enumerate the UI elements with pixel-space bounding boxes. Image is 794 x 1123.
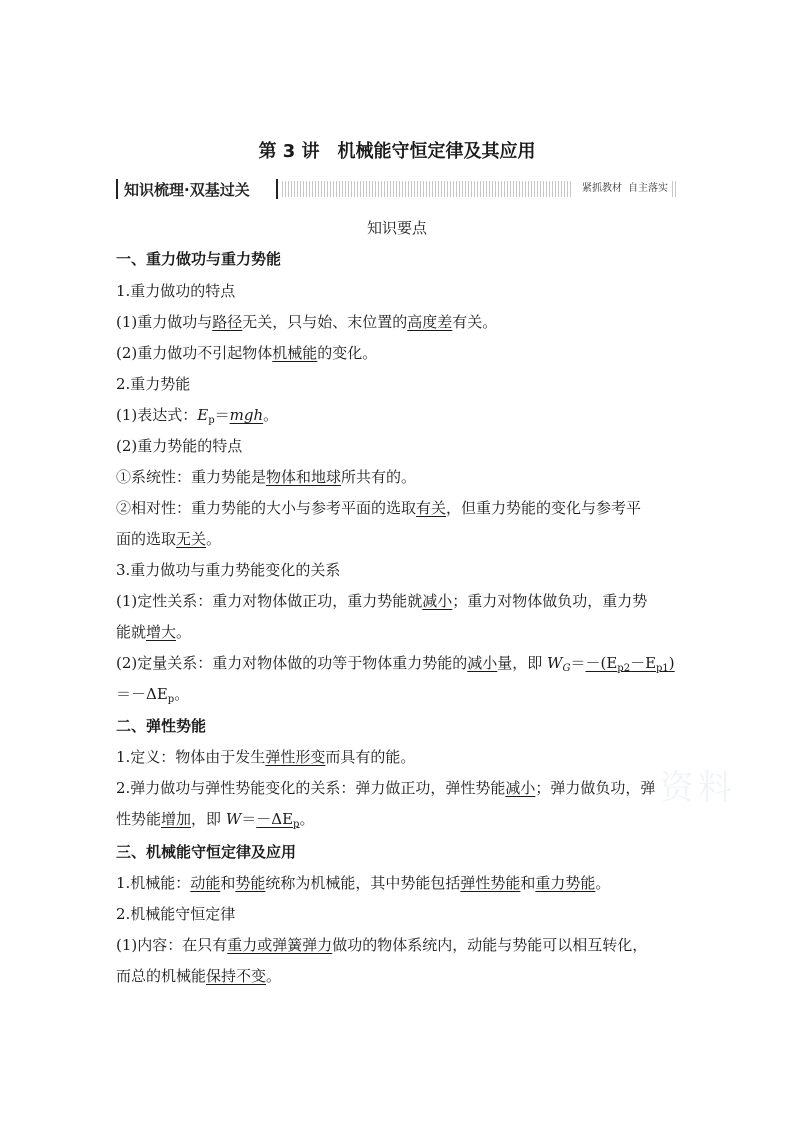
section-banner [116,178,678,200]
banner-label: 知识梳理·双基过关 [124,181,250,199]
banner-tag: 紧抓教材 自主落实 [572,181,672,197]
paragraph: (2)重力做功不引起物体机械能的变化。 [116,344,378,362]
banner-divider [116,179,118,199]
paragraph: 2.弹力做功与弹性势能变化的关系：弹力做正功，弹性势能减小；弹力做负功，弹 [116,779,656,797]
paragraph: (1)重力做功与路径无关，只与始、末位置的高度差有关。 [116,313,498,331]
section-heading: 三、机械能守恒定律及应用 [116,843,297,861]
banner-divider [276,179,278,199]
knowledge-points-heading: 知识要点 [366,219,427,237]
paragraph: ①系统性：重力势能是物体和地球所共有的。 [116,468,417,486]
paragraph: 1.重力做功的特点 [116,282,236,300]
section-heading: 一、重力做功与重力势能 [116,250,282,268]
section-heading: 二、弹性势能 [116,717,207,735]
paragraph: 3.重力做功与重力势能变化的关系 [116,561,341,579]
formula-line: (2)定量关系：重力对物体做的功等于物体重力势能的减小量，即 $W_G=-(E_{p2}-E_{p1})$ [116,654,675,674]
paragraph: 2.重力势能 [116,375,191,393]
lecture-title: 第 3 讲 机械能守恒定律及其应用 [258,141,536,162]
paragraph: 能就增大。 [116,623,192,641]
watermark: 资料 [660,768,736,808]
paragraph: 面的选取无关。 [116,530,222,548]
formula-line: $=-\Delta E_p$。 [116,685,190,705]
formula-line: 性势能增加，即 $W=-\Delta E_p$。 [116,810,315,830]
paragraph: (1)内容：在只有重力或弹簧弹力做功的物体系统内，动能与势能可以相互转化， [116,936,648,954]
paragraph: 2.机械能守恒定律 [116,905,236,923]
formula-line: (1)表达式：$E_p=mgh$。 [116,406,279,426]
paragraph: 1.机械能：动能和势能统称为机械能，其中势能包括弹性势能和重力势能。 [116,874,611,892]
paragraph: (2)重力势能的特点 [116,437,243,455]
paragraph: ②相对性：重力势能的大小与参考平面的选取有关，但重力势能的变化与参考平 [116,499,642,517]
paragraph: (1)定性关系：重力对物体做正功，重力势能就减小；重力对物体做负功，重力势 [116,592,648,610]
paragraph: 而总的机械能保持不变。 [116,967,282,985]
paragraph: 1.定义：物体由于发生弹性形变而具有的能。 [116,748,416,766]
